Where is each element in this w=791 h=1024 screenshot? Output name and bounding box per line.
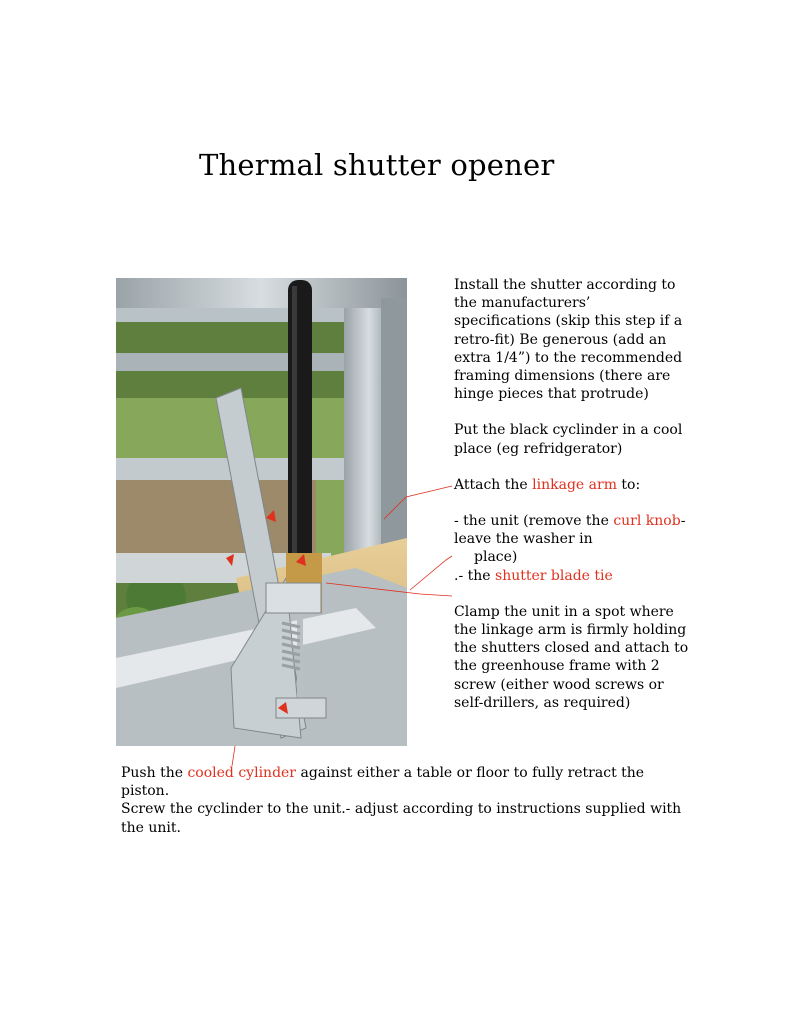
shutter-blade-tie-label: shutter blade tie [495,567,613,584]
unit-step: - the unit (remove the curl knob-leave the washer in [454,513,686,548]
cool-step: Put the black cyclinder in a cool place (eg refridgerator) [454,422,683,457]
blade-step: .- the shutter blade tie [454,567,613,584]
page-title: Thermal shutter opener [199,148,555,182]
curl-knob-label: curl knob [613,513,681,530]
instructions-column [454,276,690,712]
cooled-cylinder-label: cooled cylinder [187,765,297,781]
install-step: Install the shutter according to the manufacturers’ specifications (skip this step if a retro-fit) Be generous (add an extra 1/4”) to the recommended framing dimensions (there are hinge pieces that protrude) [454,277,683,403]
clamp-step: Clamp the unit in a spot where the linkage arm is firmly holding the shutters closed and attach to the greenhouse frame with 2 screw (either wood screws or self-drillers, as required) [454,603,689,711]
bottom-instructions [121,764,691,837]
push-step: Push the cooled cylinder against either a table or floor to fully retract the piston. [121,765,645,800]
unit-step-cont: place) [474,549,518,566]
linkage-arm-label: linkage arm [532,476,617,493]
screw-step: Screw the cyclinder to the unit.- adjust according to instructions supplied with the unit. [121,801,682,836]
attach-step: Attach the linkage arm to: [454,476,641,493]
shutter-opener-photo [116,278,407,746]
